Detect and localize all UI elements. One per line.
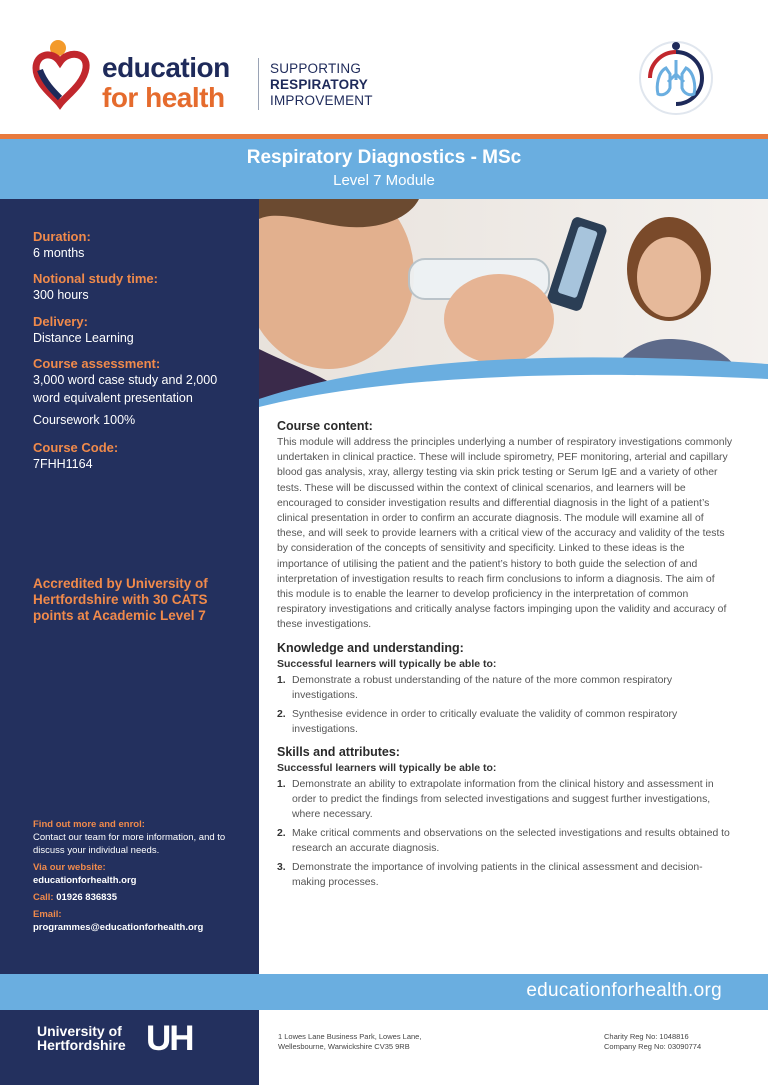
website-link[interactable]: educationforhealth.org (33, 875, 137, 886)
course-content-heading: Course content: (277, 419, 373, 433)
email-label: Email: (33, 909, 62, 920)
course-code-label: Course Code: (33, 440, 119, 455)
company-reg: Company Reg No: 03090774 (604, 1042, 702, 1051)
skills-heading: Skills and attributes: (277, 744, 400, 759)
footer-website-link[interactable]: educationforhealth.org (526, 980, 722, 1001)
course-code-block (33, 440, 118, 473)
find-out-text: Contact our team for more information, and to discuss your individual needs. (33, 832, 226, 856)
tagline-line1: SUPPORTING (270, 61, 362, 76)
sidebar (0, 199, 259, 974)
patient-inhaler-photo (259, 199, 768, 414)
page-title: Respiratory Diagnostics - MSc (246, 147, 522, 168)
education-for-health-logo[interactable] (30, 38, 260, 118)
delivery-block (33, 314, 134, 347)
footer (0, 1010, 768, 1085)
email-link[interactable]: programmes@educationforhealth.org (33, 922, 204, 933)
skills-list (277, 777, 733, 890)
study-time-value: 300 hours (33, 288, 89, 302)
heart-logo-icon (30, 38, 106, 114)
main-content (277, 419, 733, 894)
phone-link[interactable]: 01926 836835 (56, 892, 117, 903)
find-out-label: Find out more and enrol: (33, 819, 145, 830)
study-time-label: Notional study time: (33, 271, 158, 286)
university-of-hertfordshire-logo[interactable] (0, 1010, 259, 1085)
delivery-value: Distance Learning (33, 331, 134, 345)
lungs-icon (636, 38, 716, 118)
assessment-value: 3,000 word case study and 2,000 word equivalent presentation (33, 373, 218, 405)
skills-subheading: Successful learners will typically be able to: (277, 761, 497, 774)
address (278, 1032, 421, 1052)
logo-text-for-health: for health (102, 82, 225, 113)
knowledge-heading: Knowledge and understanding: (277, 640, 464, 655)
course-code-value: 7FHH1164 (33, 457, 93, 471)
address-line1: 1 Lowes Lane Business Park, Lowes Lane, (278, 1032, 422, 1041)
list-item: 3. Demonstrate the importance of involving patients in the clinical assessment and decision-making processes. (277, 861, 703, 888)
uh-logo-text (37, 1024, 126, 1052)
contact-block (33, 818, 248, 938)
duration-block (33, 229, 91, 262)
knowledge-list (277, 673, 733, 737)
duration-value: 6 months (33, 246, 85, 260)
uh-mark: UH (146, 1019, 193, 1058)
coursework-value: Coursework 100% (33, 413, 136, 427)
course-content-text: This module will address the principles underlying a number of respiratory investigations commonly undertaken in clinical practice. These will include spirometry, PEF monitoring, arterial and capillary blood gas analysis, xray, allergy testing via skin prick testing or Serum IgE and a variety of other tests. These will be discussed within the context of clinical scenarios, and learners will be encouraged to consider investigation results and differential diagnosis in the light of a patient’s clinical presentation in order to confirm an accurate diagnosis. The module will examine all of these, and will seek to provide learners with a critical view of the accuracy and validity of the tests by consideration of the concepts of sensitivity and specificity. Linked to these ideas is the importance of utilising the patient and the patient’s history to both guide the selection of and interpretation of investigation results to reach firm conclusions to inform a diagnosis. The aim of this module is to enable the learner to develop proficiency in the interpretation of common respiratory investigations and critically analyse factors impinging upon the validity and accuracy of these investigations. (277, 437, 733, 631)
title-band (0, 139, 768, 199)
tagline-line3: IMPROVEMENT (270, 93, 373, 108)
list-item: 2. Make critical comments and observations on the selected investigations and results obtained to research an accurate diagnosis. (277, 827, 730, 854)
uh-line1: University of (37, 1023, 122, 1039)
knowledge-subheading: Successful learners will typically be able to: (277, 657, 497, 670)
header (0, 0, 768, 136)
delivery-label: Delivery: (33, 314, 88, 329)
website-label: Via our website: (33, 862, 106, 873)
logo-divider (258, 58, 259, 110)
uh-line2: Hertfordshire (37, 1037, 126, 1053)
registration-numbers (604, 1032, 701, 1052)
assessment-block (33, 356, 245, 429)
charity-reg: Charity Reg No: 1048816 (604, 1032, 689, 1041)
tagline-line2: RESPIRATORY (270, 77, 368, 92)
hero-photo (259, 199, 768, 414)
tagline (270, 61, 373, 109)
page-subtitle: Level 7 Module (333, 172, 435, 189)
assessment-label: Course assessment: (33, 356, 161, 371)
duration-label: Duration: (33, 229, 91, 244)
list-item: 1. Demonstrate a robust understanding of the nature of the more common respiratory investigations. (277, 674, 673, 701)
logo-text-education: education (102, 52, 230, 83)
study-time-block (33, 271, 158, 304)
call-label: Call: (33, 892, 54, 903)
list-item: 1. Demonstrate an ability to extrapolate information from the clinical history and assessment in order to predict the findings from selected investigations and suggest further investigations, where necessary. (277, 778, 714, 820)
accreditation-text: Accredited by University of Hertfordshire with 30 CATS points at Academic Level 7 (33, 576, 208, 623)
website-band (0, 974, 768, 1010)
list-item: 2. Synthesise evidence in order to critically evaluate the validity of common respiratory investigations. (277, 708, 678, 735)
address-line2: Wellesbourne, Warwickshire CV35 9RB (278, 1042, 410, 1051)
